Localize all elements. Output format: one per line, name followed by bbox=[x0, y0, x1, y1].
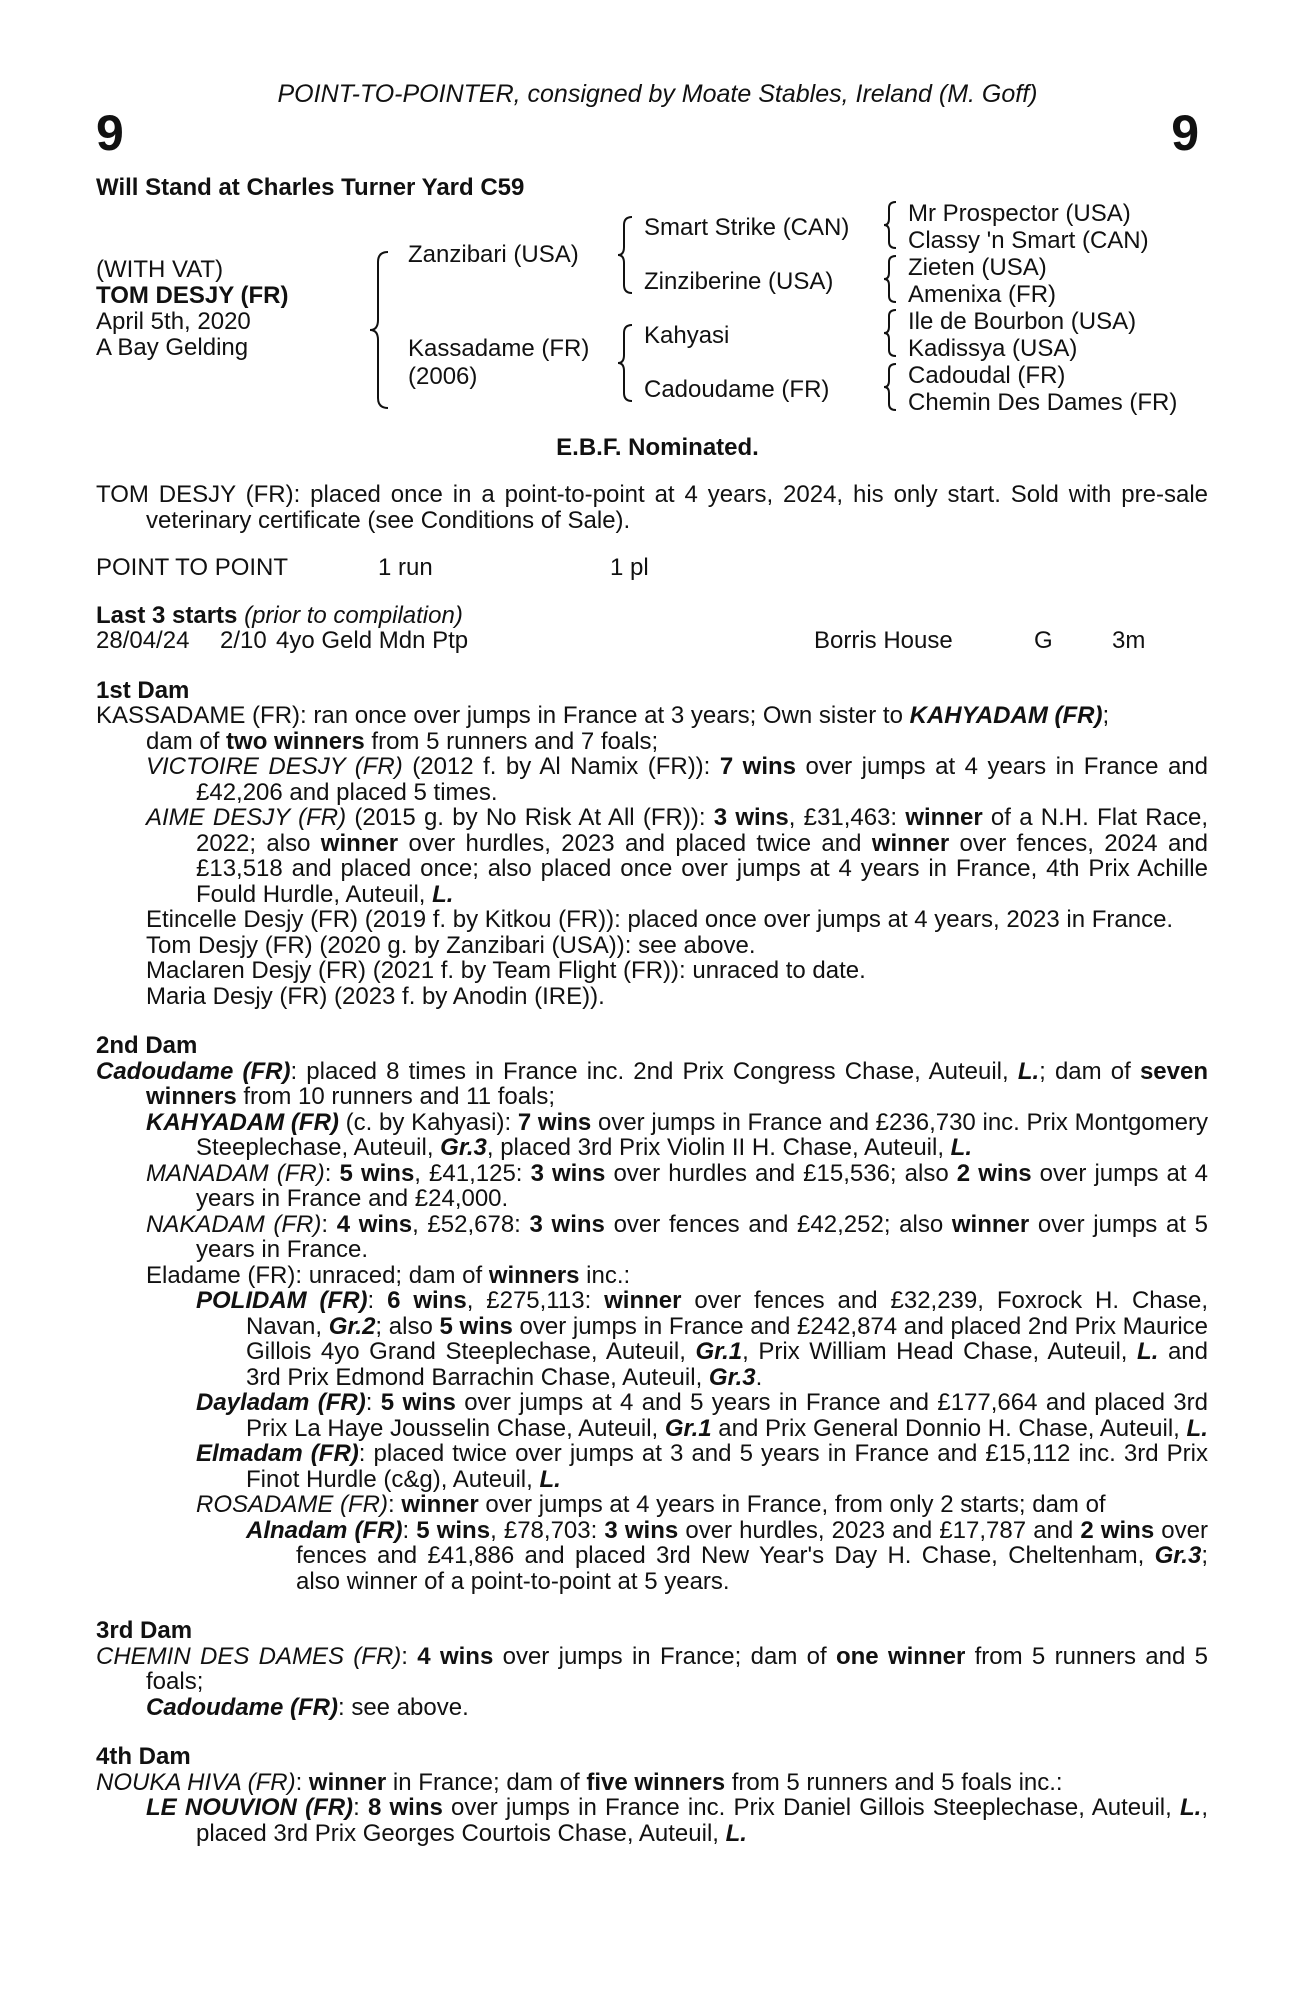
produce-polidam: POLIDAM (FR): 6 wins, £275,113: winner over fences and £32,239, Foxrock H. Chase, Navan, Gr.2; also 5 wins over jumps in France and £242,874 and placed 2nd Prix Maurice Gillois 4yo Grand Steeplechase, Auteuil, Gr.1, Prix William Head Chase, Auteuil, L. and 3rd Prix Edmond Barrachin Chase, Auteuil, Gr.3. bbox=[196, 1287, 1208, 1391]
third-dam-text: CHEMIN DES DAMES (FR): 4 wins over jumps in France; dam of one winner from 5 runners and 5 foals; bbox=[96, 1642, 1208, 1695]
start-distance: 3m bbox=[1112, 627, 1146, 654]
catalogue-body bbox=[96, 482, 1208, 1846]
pedigree-brace-main bbox=[370, 250, 394, 410]
produce-eladame: Eladame (FR): unraced; dam of winners inc.: bbox=[146, 1261, 631, 1289]
produce-maclaren: Maclaren Desjy (FR) (2021 f. by Team Flight (FR)): unraced to date. bbox=[146, 957, 866, 984]
start-race: 4yo Geld Mdn Ptp bbox=[276, 627, 469, 654]
pedigree-brace-dd bbox=[884, 362, 900, 412]
fourth-dam-text: NOUKA HIVA (FR): winner in France; dam of five winners from 5 runners and 5 foals inc.: bbox=[96, 1768, 1063, 1796]
ebf-note: E.B.F. Nominated. bbox=[556, 434, 759, 461]
produce-tom: Tom Desjy (FR) (2020 g. by Zanzibari (USA)): see above. bbox=[146, 931, 756, 959]
vat-note: (WITH VAT) bbox=[96, 256, 224, 283]
horse-description: A Bay Gelding bbox=[96, 334, 249, 361]
first-dam-heading: 1st Dam bbox=[96, 676, 190, 704]
produce-dayladam: Dayladam (FR): 5 wins over jumps at 4 and 5 years in France and £177,664 and placed 3rd Prix La Haye Jousselin Chase, Auteuil, Gr.1 and Prix General Donnio H. Chase, Auteuil, L. bbox=[196, 1389, 1208, 1442]
last-starts-title: Last 3 starts bbox=[96, 601, 238, 629]
pedigree-ss: Smart Strike (CAN) bbox=[644, 214, 850, 241]
start-position: 2/10 bbox=[220, 627, 267, 654]
pedigree-sire: Zanzibari (USA) bbox=[408, 241, 579, 268]
start-date: 28/04/24 bbox=[96, 627, 190, 654]
pedigree-brace-ss bbox=[884, 200, 900, 250]
produce-le-nouvion: LE NOUVION (FR): 8 wins over jumps in France inc. Prix Daniel Gillois Steeplechase, Auteuil, L., placed 3rd Prix Georges Courtois Chase, Auteuil, L. bbox=[146, 1794, 1208, 1847]
second-dam-text: Cadoudame (FR): placed 8 times in France inc. 2nd Prix Congress Chase, Auteuil, L.; dam of seven winners from 10 runners and 11 foals; bbox=[96, 1057, 1209, 1110]
pedigree-sds: Zieten (USA) bbox=[908, 254, 1047, 281]
produce-rosadame: ROSADAME (FR): winner over jumps at 4 years in France, from only 2 starts; dam of bbox=[196, 1491, 1106, 1518]
pedigree-brace-ds bbox=[884, 308, 900, 358]
record-label: POINT TO POINT bbox=[96, 554, 289, 581]
produce-elmadam: Elmadam (FR): placed twice over jumps at 3 and 5 years in France and £15,112 inc. 3rd Prix Finot Hurdle (c&g), Auteuil, L. bbox=[196, 1440, 1208, 1493]
produce-manadam: MANADAM (FR): 5 wins, £41,125: 3 wins over hurdles and £15,536; also 2 wins over jumps at 4 years in France and £24,000. bbox=[146, 1159, 1209, 1212]
catalogue-header: POINT-TO-POINTER, consigned by Moate Stables, Ireland (M. Goff) bbox=[277, 80, 1038, 108]
horse-name: TOM DESJY (FR) bbox=[96, 282, 289, 309]
horse-identity bbox=[96, 257, 288, 361]
start-going: G bbox=[1034, 627, 1053, 654]
horse-summary: TOM DESJY (FR): placed once in a point-to-point at 4 years, 2024, his only start. Sold with pre-sale veterinary certificate (see Conditions of Sale). bbox=[96, 481, 1208, 534]
first-dam-text: KASSADAME (FR): ran once over jumps in France at 3 years; Own sister to KAHYADAM (FR); dam of two winners from 5 runners and 7 foals; bbox=[96, 702, 1110, 755]
pedigree-sss: Mr Prospector (USA) bbox=[908, 200, 1131, 227]
pedigree-sd: Zinziberine (USA) bbox=[644, 268, 834, 295]
stand-location: Will Stand at Charles Turner Yard C59 bbox=[96, 174, 525, 201]
pedigree-ds: Kahyasi bbox=[644, 322, 730, 349]
produce-etincelle: Etincelle Desjy (FR) (2019 f. by Kitkou (FR)): placed once over jumps at 4 years, 2023 in France. bbox=[146, 906, 1174, 933]
point-to-point-record bbox=[96, 555, 1208, 581]
record-placed: 1 pl bbox=[610, 554, 649, 581]
horse-dob: April 5th, 2020 bbox=[96, 308, 251, 335]
second-dam-heading: 2nd Dam bbox=[96, 1032, 198, 1059]
produce-victoire: VICTOIRE DESJY (FR) (2012 f. by Al Namix (FR)): 7 wins over jumps at 4 years in France and £42,206 and placed 5 times. bbox=[146, 753, 1208, 806]
pedigree-dds: Cadoudal (FR) bbox=[908, 362, 1066, 389]
pedigree-dam-year: (2006) bbox=[408, 363, 478, 390]
produce-aime: AIME DESJY (FR) (2015 g. by No Risk At All (FR)): 3 wins, £31,463: winner of a N.H. Flat Race, 2022; also winner over hurdles, 2023 and placed twice and winner over fences, 2024 and £13,518 and placed once; also placed once over jumps at 4 years in France, 4th Prix Achille Fould Hurdle, Auteuil, L. bbox=[146, 804, 1209, 908]
record-runs: 1 run bbox=[378, 554, 433, 581]
lot-number-left: 9 bbox=[96, 105, 124, 161]
produce-cadoudame: Cadoudame (FR): see above. bbox=[146, 1693, 469, 1721]
pedigree-dd: Cadoudame (FR) bbox=[644, 376, 830, 403]
third-dam-heading: 3rd Dam bbox=[96, 1617, 193, 1644]
pedigree-dss: Ile de Bourbon (USA) bbox=[908, 308, 1137, 335]
lot-number-right: 9 bbox=[1171, 105, 1199, 161]
fourth-dam-heading: 4th Dam bbox=[96, 1743, 191, 1770]
pedigree-brace-sire bbox=[618, 215, 636, 295]
produce-nakadam: NAKADAM (FR): 4 wins, £52,678: 3 wins over fences and £42,252; also winner over jumps at 5 years in France. bbox=[146, 1210, 1208, 1263]
pedigree-sdd: Amenixa (FR) bbox=[908, 281, 1057, 308]
start-course: Borris House bbox=[814, 627, 953, 654]
produce-kahyadam: KAHYADAM (FR) (c. by Kahyasi): 7 wins over jumps in France and £236,730 inc. Prix Montgomery Steeplechase, Auteuil, Gr.3, placed 3rd Prix Violin II H. Chase, Auteuil, L. bbox=[146, 1108, 1208, 1161]
pedigree-dam: Kassadame (FR) bbox=[408, 335, 590, 362]
pedigree-brace-dam bbox=[618, 323, 636, 403]
last-starts-note: (prior to compilation) bbox=[244, 601, 463, 629]
start-row bbox=[96, 628, 1208, 654]
last-starts bbox=[96, 603, 1208, 654]
pedigree-brace-sd bbox=[884, 254, 900, 304]
produce-alnadam: Alnadam (FR): 5 wins, £78,703: 3 wins over hurdles, 2023 and £17,787 and 2 wins over fences and £41,886 and placed 3rd New Year's Day H. Chase, Cheltenham, Gr.3; also winner of a point-to-point at 5 years. bbox=[246, 1516, 1208, 1595]
produce-maria: Maria Desjy (FR) (2023 f. by Anodin (IRE)). bbox=[146, 982, 605, 1010]
pedigree-ddd: Chemin Des Dames (FR) bbox=[908, 389, 1178, 416]
pedigree-ssd: Classy 'n Smart (CAN) bbox=[908, 227, 1149, 254]
pedigree-dsd: Kadissya (USA) bbox=[908, 335, 1078, 362]
